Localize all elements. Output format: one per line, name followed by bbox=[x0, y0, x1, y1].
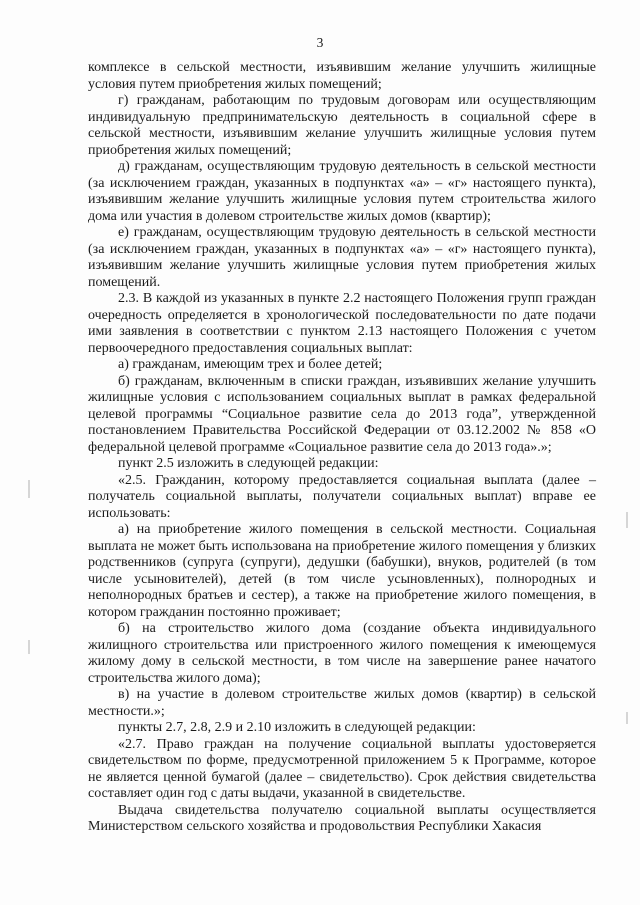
paragraph: пункты 2.7, 2.8, 2.9 и 2.10 изложить в следующей редакции: bbox=[118, 720, 476, 735]
paragraph: пункт 2.5 изложить в следующей редакции: bbox=[118, 456, 379, 471]
scan-artifact-right bbox=[626, 712, 628, 724]
scan-artifact-right bbox=[626, 512, 628, 528]
paragraph: г) гражданам, работающим по трудовым договорам или осуществляющим индивидуальную предпринимательскую деятельность в социальной сфере в сельской местности, изъявившим желание улучшить жилищные условия путем приобретения жилых помещений; bbox=[88, 93, 596, 158]
paragraph: д) гражданам, осуществляющим трудовую деятельность в сельской местности (за исключением граждан, указанных в подпунктах «а» – «г» настоящего пункта), изъявившим желание улучшить жилищные условия путем строительства жилого дома или участия в долевом строительстве жилых домов (квартир); bbox=[88, 159, 596, 224]
paragraph: комплексе в сельской местности, изъявившим желание улучшить жилищные условия путем приобретения жилых помещений; bbox=[88, 60, 596, 92]
paragraph: «2.7. Право граждан на получение социальной выплаты удостоверяется свидетельством по форме, предусмотренной приложением 5 к Программе, которое не является ценной бумагой (далее – свидетельство). Срок действия свидетельства составляет один год с даты выдачи, указанной в свидетельстве. bbox=[88, 736, 596, 801]
paragraph: б) на строительство жилого дома (создание объекта индивидуального жилищного строительства или пристроенного жилого помещения к имеющемуся жилому дому в сельской местности, в том числе на завершение ранее начатого строительства жилого дома); bbox=[88, 621, 596, 686]
paragraph: 2.3. В каждой из указанных в пункте 2.2 настоящего Положения групп граждан очередность определяется в хронологической последовательности по дате подачи ими заявления в соответствии с пунктом 2.13 настоящего Положения с учетом первоочередного предоставления социальных выплат: bbox=[88, 291, 596, 356]
document-body bbox=[88, 60, 596, 836]
paragraph: а) гражданам, имеющим трех и более детей; bbox=[118, 357, 383, 372]
paragraph: е) гражданам, осуществляющим трудовую деятельность в сельской местности (за исключением граждан, указанных в подпунктах «а» – «г» настоящего пункта), изъявившим желание улучшить жилищные условия путем приобретения жилых помещений. bbox=[88, 225, 596, 290]
paragraph: б) гражданам, включенным в списки граждан, изъявивших желание улучшить жилищные условия с использованием социальных выплат в рамках федеральной целевой программы “Социальное развитие села до 2013 года”, утвержденной постановлением Правительства Российской Федерации от 03.12.2002 № 858 «О федеральной целевой программе «Социальное развитие села до 2013 года».»; bbox=[88, 373, 596, 455]
paragraph: Выдача свидетельства получателю социальной выплаты осуществляется Министерством сельского хозяйства и продовольствия Республики Хакасия bbox=[88, 802, 596, 834]
paragraph: а) на приобретение жилого помещения в сельской местности. Социальная выплата не может быть использована на приобретение жилого помещения у близких родственников (супруга (супруги), дедушки (бабушки), внуков, родителей (в том числе усыновителей), детей (в том числе усыновленных), полнородных и неполнородных братьев и сестер), а также на приобретение жилого помещения, в котором гражданин постоянно проживает; bbox=[88, 522, 596, 620]
page-number: 3 bbox=[316, 35, 324, 50]
scan-artifact-left bbox=[28, 640, 30, 654]
paragraph: «2.5. Гражданин, которому предоставляется социальная выплата (далее – получатель социальной выплаты, получатели социальных выплат) вправе ее использовать: bbox=[88, 472, 596, 521]
scan-artifact-left bbox=[28, 480, 30, 498]
paragraph: в) на участие в долевом строительстве жилых домов (квартир) в сельской местности.»; bbox=[88, 687, 596, 719]
